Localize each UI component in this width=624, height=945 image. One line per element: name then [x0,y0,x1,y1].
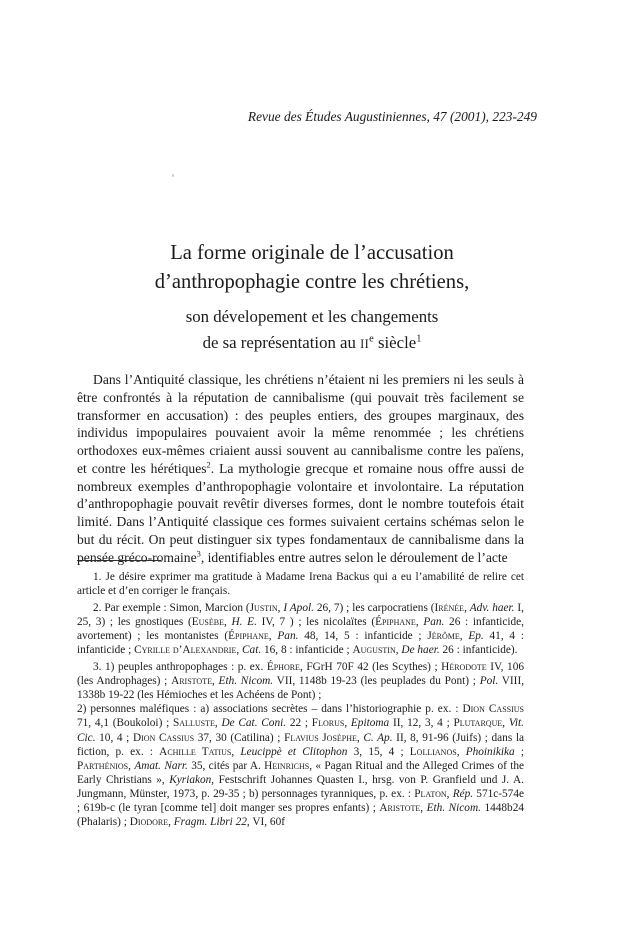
article-title-line-1: La forme originale de l’accusation [170,242,454,264]
footnote-2: 2. Par exemple : Simon, Marcion (Justin, I Apol. 26, 7) ; les carpocratiens (Irénée, Adv. haer. I, 25, 3) ; les gnostiques (Eusèbe, H. E. IV, 7 ) ; les nicolaïtes (Épiphane, Pan. 26 : infanticide, avortement) ; les montanistes (Épiphane, Pan. 48, 14, 5 : infanticide ; Jérôme, Ep. 41, 4 : infanticide ; Cyrille d’Alexandrie, Cat. 16, 8 : infanticide ; Augustin, De haer. 26 : infanticide). [77,602,524,657]
footnote-3-part-a: 3. 1) peuples anthropophages : p. ex. Éphore, FGrH 70F 42 (les Scythes) ; Hérodote IV, 106 (les Androphages) ; Aristote, Eth. Nicom. VII, 1148b 19-23 (les peuplades du Pont) ; Pol. VIII, 1338b 19-22 (les Hémioches et les Achéens de Pont) ; [77,661,525,702]
article-subtitle [48,304,576,357]
article-title-line-2: d’anthropophagie contre les chrétiens, [154,270,470,293]
article-subtitle-line-2: de sa représentation au IIe siècle$^1$ [202,333,422,352]
footnote-3-part-b: 2) personnes maléfiques : a) associations secrètes – dans l’historiographie p. ex. : Dion Cassius 71, 4,1 (Boukoloi) ; Salluste, De Cat. Coni. 22 ; Florus, Epitoma II, 12, 3, 4 ; Plutarque, Vit. Cic. 10, 4 ; Dion Cassius 37, 30 (Catilina) ; Flavius Josèphe, C. Ap. II, 8, 91-96 (Juifs) ; dans la fiction, p. ex. : Achille Tatius, Leucippè et Clitophon 3, 15, 4 ; Lollianos, Phoinikika ; Parthénios, Amat. Narr. 35, cités par A. Heinrichs, « Pagan Ritual and the Alleged Crimes of the Early Christians », Kyriakon, Festschrift Johannes Quasten I., hrsg. von P. Granfield und J. A. Jungmann, Münster, 1973, p. 29-35 ; b) personnages tyranniques, p. ex. : Platon, Rép. 571c-574e ; 619b-c (le tyran [comme tel] doit manger ses propres enfants) ; Aristote, Eth. Nicom. 1448b24 (Phalaris) ; Diodore, Fragm. Libri 22, VI, 60f [77,703,525,828]
article-title-block [48,239,576,357]
footnote-separator [77,560,161,561]
footnotes-section [77,560,524,829]
article-title [48,239,576,296]
article-lead-paragraph: Dans l’Antiquité classique, les chrétiens n’étaient ni les premiers ni les seuls à être confrontés à la réputation de cannibalisme (qui pouvait très facilement se transformer en accusation) : des peuples entiers, des groupes marginaux, des individus impopulaires pouvaient avoir la même renommée ; les chrétiens orthodoxes eux-mêmes criaient aussi souvent au cannibalisme contre les païens, et contre les hérétiques$^2$. La mythologie grecque et romaine nous offre aussi de nombreux exemples d’anthropophagie volontaire et involontaire. La réputation d’anthropophagie pouvait revêtir diverses formes, dont le nombre toutefois était limité. Dans l’Antiquité classique ces formes suivaient certains schémas selon le but du récit. On peut distinguer six types fondamentaux de cannibalisme dans la pensée gréco-romaine$^3$, identifiables entre autres selon le déroulement de l’acte [77,372,524,565]
footnote-1: 1. Je désire exprimer ma gratitude à Madame Irena Backus qui a eu l’amabilité de relire cet article et d’en corriger le français. [77,571,524,598]
scan-artifact-speck [172,174,174,177]
article-subtitle-line-1: son dévelopement et les changements [185,307,439,326]
running-head: Revue des Études Augustiniennes, 47 (2001), 223-249 [247,109,537,124]
